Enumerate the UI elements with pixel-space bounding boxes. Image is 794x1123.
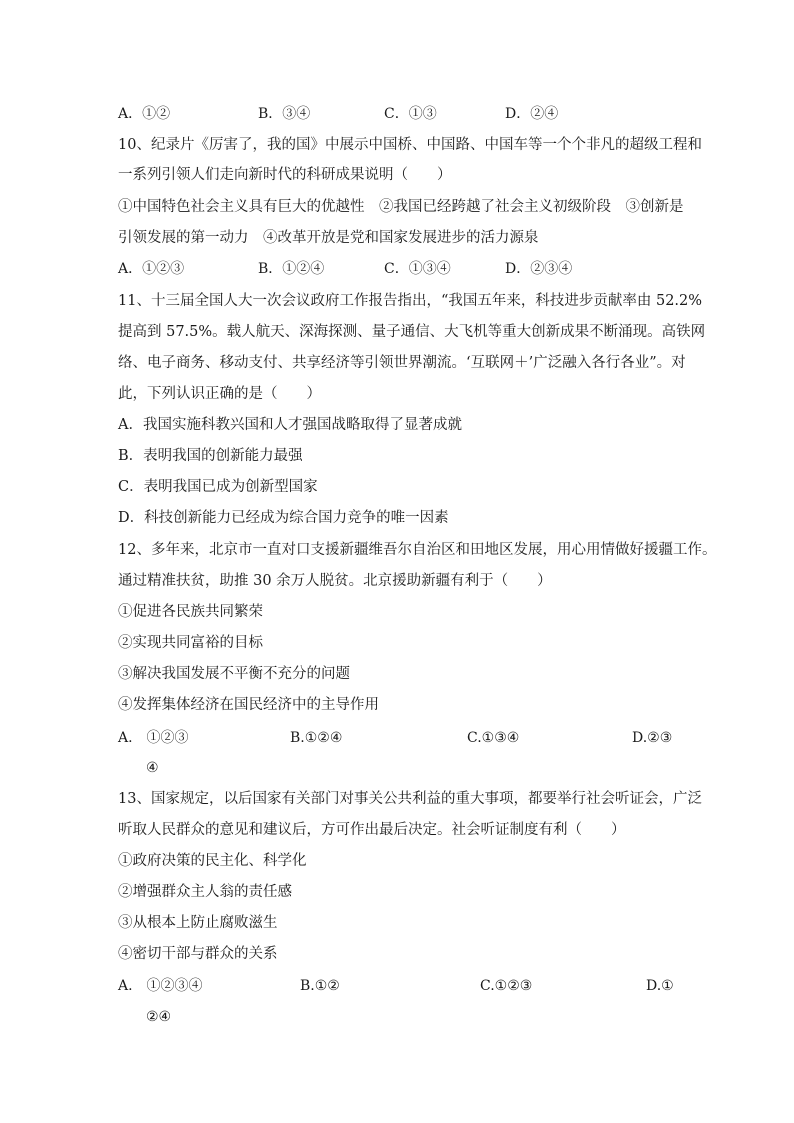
q10-option-b: B．①②④ [258, 261, 325, 277]
q13-stem-line2: 听取人民群众的意见和建议后，方可作出最后决定。社会听证制度有利（ ） [118, 822, 626, 838]
q12-statement-1: ①促进各民族共同繁荣 [118, 604, 263, 620]
q13-statement-1: ①政府决策的民主化、科学化 [118, 853, 307, 869]
q10-statements-line2: 引领发展的第一动力 ④改革开放是党和国家发展进步的活力源泉 [118, 230, 539, 246]
q9-option-c: C．①③ [384, 106, 437, 122]
q12-statement-2: ②实现共同富裕的目标 [118, 635, 263, 651]
q11-option-a: A．我国实施科教兴国和人才强国战略取得了显著成就 [118, 417, 462, 433]
q13-stem-line1: 13、国家规定，以后国家有关部门对事关公共利益的重大事项，都要举行社会听证会，广泛 [118, 791, 702, 807]
q12-option-b: B.①②④ [290, 730, 343, 746]
q12-option-d: D.②③ [632, 730, 673, 746]
q10-statements-line1: ①中国特色社会主义具有巨大的优越性 ②我国已经跨越了社会主义初级阶段 ③创新是 [118, 199, 684, 215]
q11-option-c: C．表明我国已成为创新型国家 [118, 479, 318, 495]
q13-option-d: D.① [646, 978, 674, 994]
q13-option-b: B.①② [300, 978, 340, 994]
q11-stem-line4: 此，下列认识正确的是（ ） [118, 386, 321, 402]
q12-stem-line1: 12、多年来，北京市一直对口支援新疆维吾尔自治区和田地区发展，用心用情做好援疆工作。 [118, 542, 717, 558]
q9-option-b: B．③④ [258, 106, 311, 122]
q9-option-d: D．②④ [505, 106, 559, 122]
q10-stem-line1: 10、纪录片《厉害了，我的国》中展示中国桥、中国路、中国车等一个个非凡的超级工程和 [118, 137, 702, 153]
q12-statement-4: ④发挥集体经济在国民经济中的主导作用 [118, 697, 379, 713]
q13-option-c: C.①②③ [480, 978, 533, 994]
q12-option-c: C.①③④ [467, 730, 520, 746]
q10-option-d: D．②③④ [505, 261, 573, 277]
q11-stem-line2: 提高到 57.5%。载人航天、深海探测、量子通信、大飞机等重大创新成果不断涌现。高铁网 [118, 324, 706, 340]
q11-stem-line1: 11、十三届全国人大一次会议政府工作报告指出，“我国五年来，科技进步贡献率由 52.2% [118, 293, 703, 309]
q11-option-b: B．表明我国的创新能力最强 [118, 448, 303, 464]
q9-option-a: A．①② [118, 106, 171, 122]
q13-option-a: A. ①②③④ [118, 978, 203, 994]
q13-statement-2: ②增强群众主人翁的责任感 [118, 884, 292, 900]
q12-option-d-wrap: ④ [146, 760, 159, 776]
q13-statement-4: ④密切干部与群众的关系 [118, 946, 278, 962]
q13-option-d-wrap: ②④ [146, 1009, 172, 1025]
q10-option-a: A．①②③ [118, 261, 185, 277]
q12-statement-3: ③解决我国发展不平衡不充分的问题 [118, 666, 350, 682]
q11-option-d: D．科技创新能力已经成为综合国力竞争的唯一因素 [118, 510, 449, 526]
q10-stem-line2: 一系列引领人们走向新时代的科研成果说明（ ） [118, 167, 452, 183]
q12-option-a: A. ①②③ [118, 730, 189, 746]
q10-option-c: C．①③④ [384, 261, 451, 277]
q12-stem-line2: 通过精准扶贫，助推 30 余万人脱贫。北京援助新疆有利于（ ） [118, 573, 552, 589]
q11-stem-line3: 络、电子商务、移动支付、共享经济等引领世界潮流。‘互联网＋’广泛融入各行各业”。对 [118, 355, 686, 371]
q13-statement-3: ③从根本上防止腐败滋生 [118, 915, 278, 931]
